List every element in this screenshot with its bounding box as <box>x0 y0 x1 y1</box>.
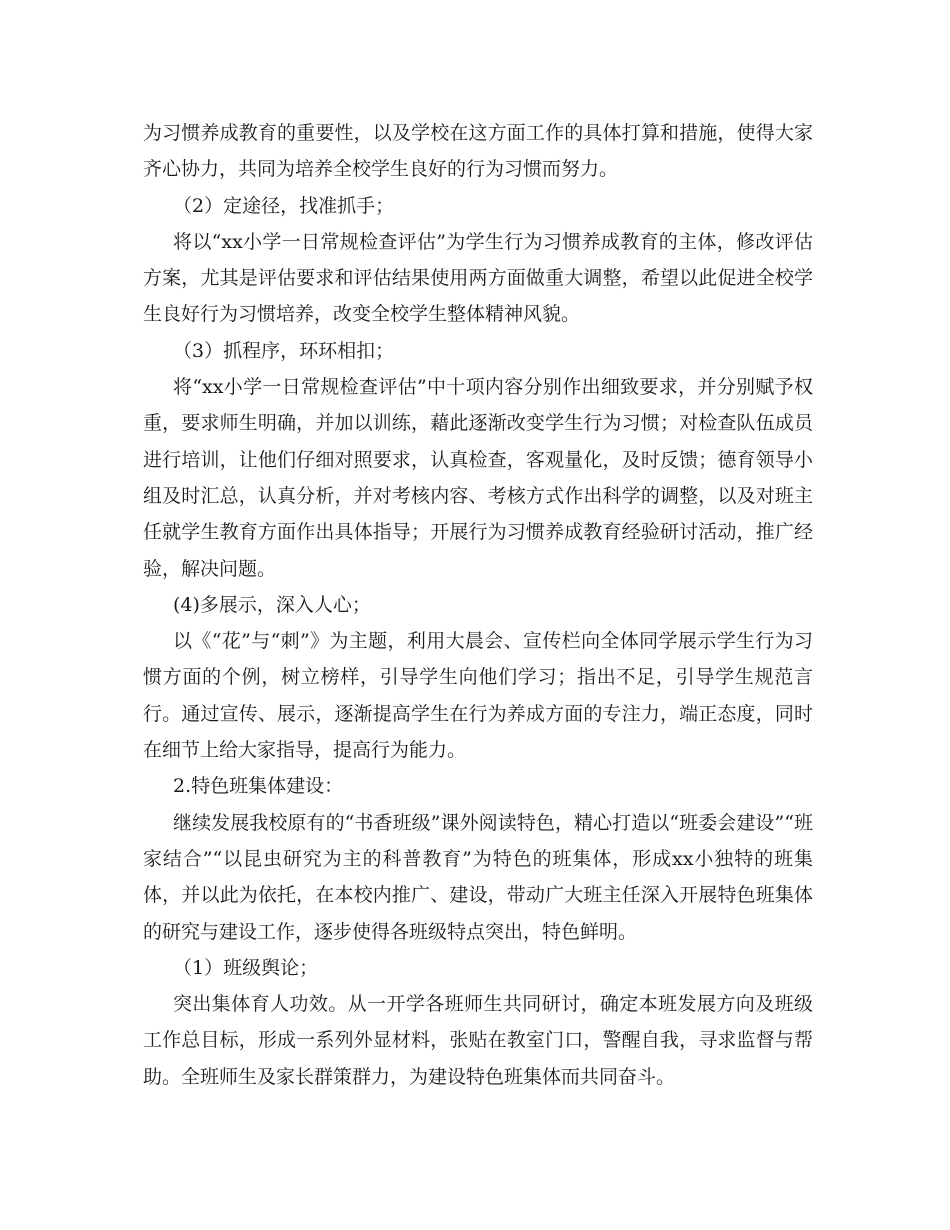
paragraph-collective-education: 突出集体育人功效。从一开学各班师生共同研讨，确定本班发展方向及班级工作总目标，形成一系列外显材料，张贴在教室门口，警醒自我，寻求监督与帮助。全班师生及家长群策群力，为建设特色班集体而共同奋斗。 <box>143 993 813 1088</box>
paragraph-inspection-details: 将“xx小学一日常规检查评估”中十项内容分别作出细致要求，并分别赋予权重，要求师生明确，并加以训练，藉此逐渐改变学生行为习惯；对检查队伍成员进行培训，让他们仔细对照要求，认真检查，客观量化，及时反馈；德育领导小组及时汇总，认真分析，并对考核内容、考核方式作出科学的调整，以及对班主任就学生教育方面作出具体指导；开展行为习惯养成教育经验研讨活动，推广经验，解决问题。 <box>143 376 813 580</box>
section-heading-class-building: 2.特色班集体建设： <box>173 775 344 798</box>
paragraph-class-characteristics: 继续发展我校原有的“书香班级”课外阅读特色，精心打造以“班委会建设”“班家结合”“以昆虫研究为主的科普教育”为特色的班集体，形成xx小独特的班集体，并以此为依托，在本校内推广、建设，带动广大班主任深入开展特色班集体的研究与建设工作，逐步使得各班级特点突出，特色鲜明。 <box>143 811 813 943</box>
paragraph-habit-importance: 为习惯养成教育的重要性，以及学校在这方面工作的具体打算和措施，使得大家齐心协力，共同为培养全校学生良好的行为习惯而努力。 <box>143 122 813 181</box>
subheading-approach: （2）定途径，找准抓手； <box>173 194 395 217</box>
subheading-showcase: (4)多展示，深入人心； <box>173 593 371 616</box>
document-body <box>143 115 813 1095</box>
paragraph-flower-thorn: 以《“花”与“刺”》为主题，利用大晨会、宣传栏向全体同学展示学生行为习惯方面的个例，树立榜样，引导学生向他们学习；指出不足，引导学生规范言行。通过宣传、展示，逐渐提高学生在行为养成方面的专注力，端正态度，同时在细节上给大家指导，提高行为能力。 <box>143 630 813 762</box>
subheading-procedure: （3）抓程序，环环相扣； <box>173 339 395 362</box>
subheading-class-opinion: （1）班级舆论； <box>173 956 319 979</box>
paragraph-evaluation-plan: 将以“xx小学一日常规检查评估”为学生行为习惯养成教育的主体，修改评估方案，尤其是评估要求和评估结果使用两方面做重大调整，希望以此促进全校学生良好行为习惯培养，改变全校学生整体精神风貌。 <box>143 230 813 326</box>
